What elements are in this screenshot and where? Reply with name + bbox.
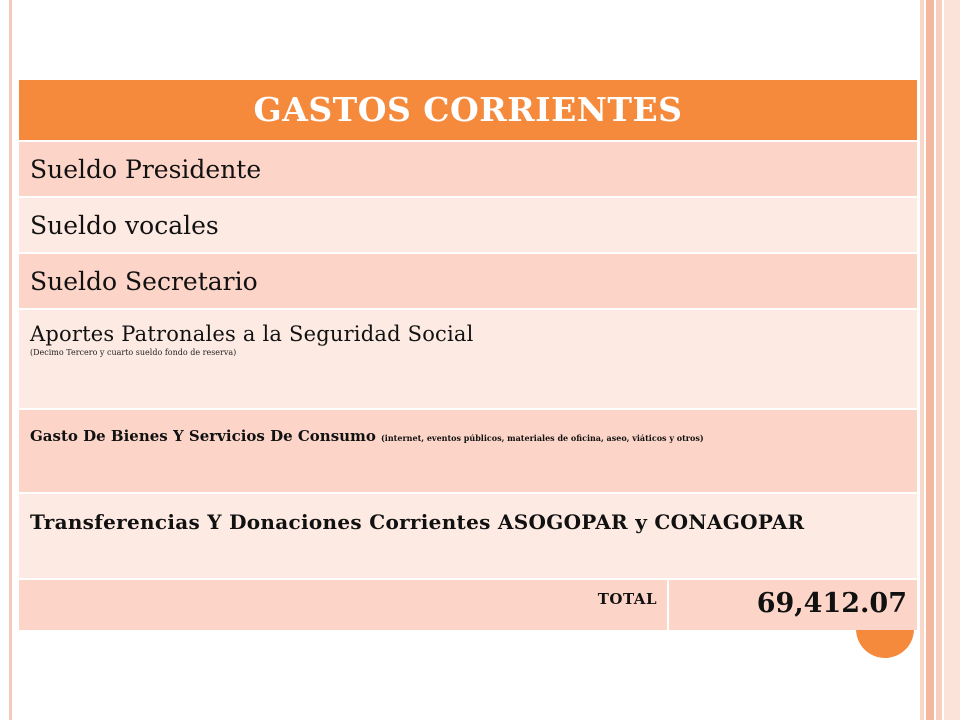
row-label: Aportes Patronales a la Seguridad Social bbox=[30, 322, 474, 346]
table-header: GASTOS CORRIENTES bbox=[19, 80, 917, 140]
table-row bbox=[19, 252, 917, 308]
left-decorative-rule bbox=[9, 0, 12, 720]
row-label: Transferencias Y Donaciones Corrientes ASOGOPAR y CONAGOPAR bbox=[30, 510, 805, 534]
table-row bbox=[19, 308, 917, 408]
right-decorative-band bbox=[920, 0, 924, 720]
total-label: TOTAL bbox=[19, 580, 669, 632]
table-row bbox=[19, 492, 917, 578]
row-label: Gasto De Bienes Y Servicios De Consumo bbox=[30, 427, 376, 445]
right-decorative-band bbox=[944, 0, 960, 720]
row-label: Sueldo Presidente bbox=[30, 155, 262, 184]
table-row bbox=[19, 196, 917, 252]
row-label: Sueldo vocales bbox=[30, 211, 219, 240]
right-decorative-band bbox=[926, 0, 934, 720]
row-note: (Decimo Tercero y cuarto sueldo fondo de reserva) bbox=[30, 348, 237, 357]
row-note: (internet, eventos públicos, materiales de oficina, aseo, viáticos y otros) bbox=[381, 433, 704, 443]
table-row bbox=[19, 140, 917, 196]
total-value: 69,412.07 bbox=[756, 588, 907, 619]
row-label: Sueldo Secretario bbox=[30, 267, 258, 296]
table-row bbox=[19, 408, 917, 492]
total-row bbox=[19, 578, 917, 630]
right-decorative-band bbox=[936, 0, 942, 720]
